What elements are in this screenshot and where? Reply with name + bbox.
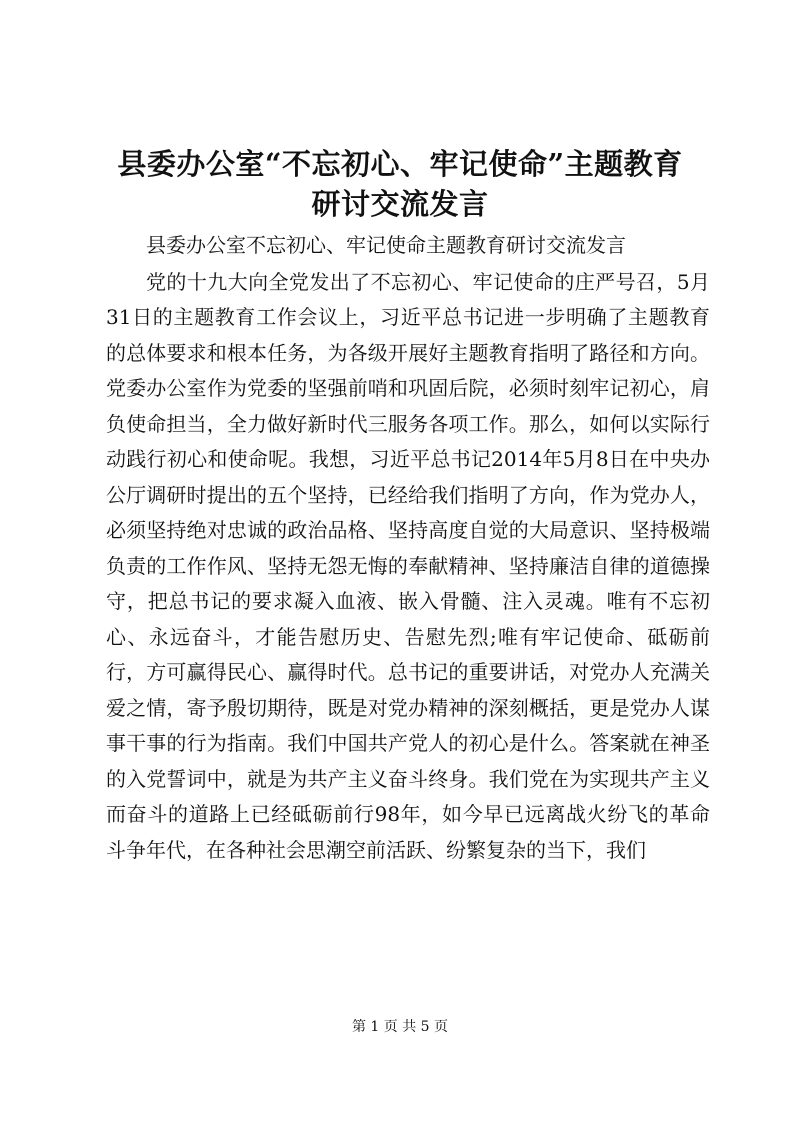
document-subtitle: 县委办公室不忘初心、牢记使命主题教育研讨交流发言	[146, 233, 626, 257]
body-paragraph: 党的十九大向全党发出了不忘初心、牢记使命的庄严号召，5月31日的主题教育工作会议上，习近平总书记进一步明确了主题教育的总体要求和根本任务，为各级开展好主题教育指明了路径和方向。党委办公室作为党委的坚强前哨和巩固后院，必须时刻牢记初心，肩负使命担当，全力做好新时代三服务各项工作。那么，如何以实际行动践行初心和使命呢。我想，习近平总书记2014年5月8日在中央办公厅调研时提出的五个坚持，已经给我们指明了方向，作为党办人，必须坚持绝对忠诚的政治品格、坚持高度自觉的大局意识、坚持极端负责的工作作风、坚持无怨无悔的奉献精神、坚持廉洁自律的道德操守，把总书记的要求凝入血液、嵌入骨髓、注入灵魂。唯有不忘初心、永远奋斗，才能告慰历史、告慰先烈;唯有牢记使命、砥砺前行，方可赢得民心、赢得时代。总书记的重要讲话，对党办人充满关爱之情，寄予殷切期待，既是对党办精神的深刻概括，更是党办人谋事干事的行为指南。我们中国共产党人的初心是什么。答案就在神圣的入党誓词中，就是为共产主义奋斗终身。我们党在为实现共产主义而奋斗的道路上已经砥砺前行98年，如今早已远离战火纷飞的革命斗争年代，在各种社会思潮空前活跃、纷繁复杂的当下，我们	[106, 269, 710, 862]
document-title	[60, 144, 740, 224]
page-footer: 第 1 页 共 5 页	[351, 1019, 449, 1035]
document-body	[106, 228, 710, 868]
title-line-2: 研讨交流发言	[311, 187, 489, 221]
title-line-1: 县委办公室“不忘初心、牢记使命”主题教育	[117, 147, 683, 181]
